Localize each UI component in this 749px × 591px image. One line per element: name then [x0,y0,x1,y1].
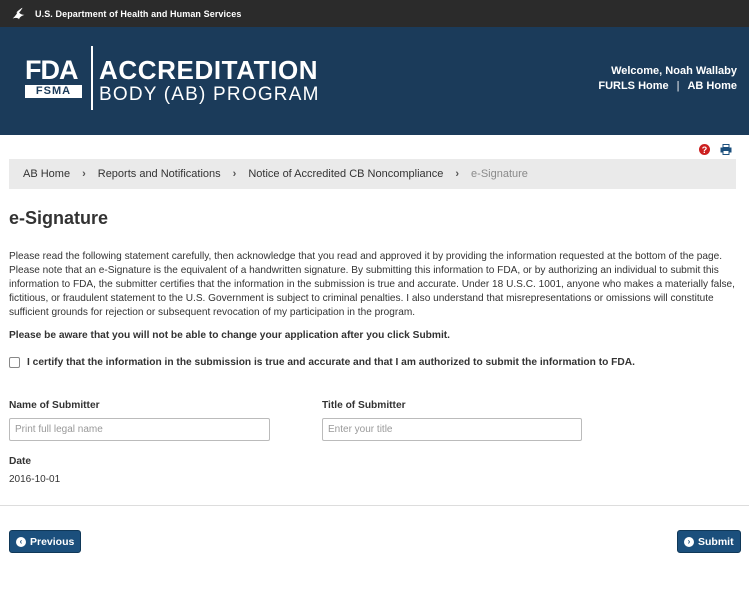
breadcrumb-reports[interactable]: Reports and Notifications [97,168,221,180]
title-of-submitter-label: Title of Submitter [322,400,406,411]
chevron-right-icon: › [684,537,694,547]
user-welcome [598,65,737,92]
submit-warning: Please be aware that you will not be able to change your application after you click Submit. [9,330,450,341]
name-of-submitter-label: Name of Submitter [9,400,100,411]
certify-label: I certify that the information in the submission is true and accurate and that I am authorized to submit the information to FDA. [27,357,635,368]
previous-button[interactable] [9,530,81,553]
certify-checkbox-row[interactable] [9,357,635,368]
page-title: e-Signature [9,208,109,228]
certify-checkbox[interactable] [9,357,20,368]
fda-fsma-logo: FDA FSMA [25,58,82,98]
date-value: 2016-10-01 [9,474,61,485]
hhs-eagle-icon [10,5,28,23]
breadcrumb-current: e-Signature [471,168,528,180]
chevron-right-icon: › [82,168,86,180]
breadcrumb-ab-home[interactable]: AB Home [23,168,71,180]
banner-divider [91,46,93,110]
name-of-submitter-input[interactable] [9,418,270,441]
breadcrumb [9,159,736,189]
date-label: Date [9,456,32,467]
welcome-text: Welcome, Noah Wallaby [611,65,737,77]
print-icon[interactable] [720,144,732,155]
breadcrumb-notice[interactable]: Notice of Accredited CB Noncompliance [248,168,444,180]
chevron-right-icon: › [232,168,237,180]
chevron-left-icon: ‹ [16,537,26,547]
submit-button-label: Submit [698,535,734,548]
link-separator: | [676,80,680,92]
submit-button[interactable] [677,530,741,553]
hhs-label: U.S. Department of Health and Human Services [35,8,242,19]
previous-button-label: Previous [30,535,75,548]
furls-home-link[interactable]: FURLS Home [598,80,669,92]
page-tools [699,144,732,155]
program-title: ACCREDITATION BODY (AB) PROGRAM [99,55,320,105]
hhs-bar [0,0,749,27]
help-icon[interactable]: ? [699,144,710,155]
program-banner [0,27,749,135]
chevron-right-icon: › [455,168,460,180]
title-of-submitter-input[interactable] [322,418,582,441]
ab-home-link[interactable]: AB Home [687,80,737,92]
form-divider [0,505,749,506]
esignature-statement: Please read the following statement carefully, then acknowledge that you read and approved it by providing the information requested at the bottom of the page. Please note that an e-Signature is the equivalent of a handwritten signature. By submitting this information to FDA, or by authorizing an individual to submit this information to FDA, the submitter certifies that the information in the submission is true and accurate. Under 18 U.S.C. 1001, anyone who makes a materially false, fictitious, or fraudulent statement to the U.S. Government is subject to criminal penalties. I also understand that misrepresentations or omissions will constitute sufficient grounds for rejection or subsequent revocation of my participation in the program. [9,251,735,318]
